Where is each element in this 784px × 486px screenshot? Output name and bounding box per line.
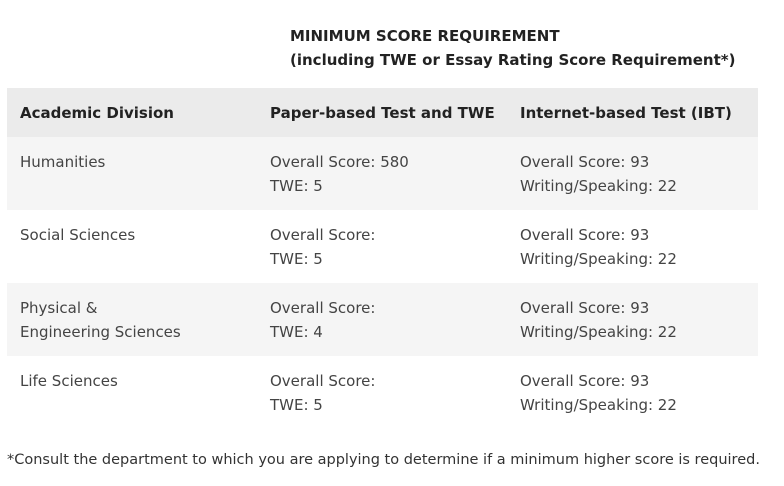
- ibt-overall-score: Overall Score: 93: [520, 372, 650, 390]
- paper-overall-score: Overall Score:: [270, 372, 376, 390]
- division-cell: [7, 210, 257, 283]
- column-header-academic-division: Academic Division: [7, 88, 257, 137]
- table-header-row: [7, 88, 758, 137]
- paper-twe-score: TWE: 5: [270, 396, 323, 414]
- paper-overall-score: Overall Score:: [270, 226, 376, 244]
- table-row: [7, 210, 758, 283]
- ibt-overall-score: Overall Score: 93: [520, 299, 650, 317]
- division-name: Humanities: [20, 153, 106, 171]
- internet-based-cell: [507, 210, 758, 283]
- paper-based-cell: [257, 210, 507, 283]
- score-requirement-heading: [290, 24, 735, 72]
- paper-based-cell: [257, 137, 507, 210]
- ibt-writing-speaking-score: Writing/Speaking: 22: [520, 177, 677, 195]
- division-name: Life Sciences: [20, 372, 118, 390]
- paper-based-cell: [257, 283, 507, 356]
- heading-subtitle: (including TWE or Essay Rating Score Requirement*): [290, 51, 736, 69]
- internet-based-cell: [507, 356, 758, 429]
- column-header-internet-based-test: Internet-based Test (IBT): [507, 88, 758, 137]
- score-requirements-table: [7, 88, 758, 429]
- ibt-writing-speaking-score: Writing/Speaking: 22: [520, 323, 677, 341]
- heading-title: MINIMUM SCORE REQUIREMENT: [290, 27, 560, 45]
- paper-overall-score: Overall Score:: [270, 299, 376, 317]
- table-row: [7, 137, 758, 210]
- paper-overall-score: Overall Score: 580: [270, 153, 409, 171]
- paper-based-cell: [257, 356, 507, 429]
- internet-based-cell: [507, 283, 758, 356]
- paper-twe-score: TWE: 4: [270, 323, 323, 341]
- ibt-writing-speaking-score: Writing/Speaking: 22: [520, 396, 677, 414]
- ibt-writing-speaking-score: Writing/Speaking: 22: [520, 250, 677, 268]
- paper-twe-score: TWE: 5: [270, 177, 323, 195]
- column-header-paper-based-test: Paper-based Test and TWE: [257, 88, 507, 137]
- ibt-overall-score: Overall Score: 93: [520, 153, 650, 171]
- internet-based-cell: [507, 137, 758, 210]
- table-row: [7, 356, 758, 429]
- division-name: Social Sciences: [20, 226, 136, 244]
- table-row: [7, 283, 758, 356]
- division-cell: [7, 283, 257, 356]
- division-cell: [7, 137, 257, 210]
- division-cell: [7, 356, 257, 429]
- paper-twe-score: TWE: 5: [270, 250, 323, 268]
- division-name-line-1: Physical &: [20, 299, 98, 317]
- footnote: *Consult the department to which you are applying to determine if a minimum higher score is required.: [7, 452, 760, 468]
- ibt-overall-score: Overall Score: 93: [520, 226, 650, 244]
- division-name-line-2: Engineering Sciences: [20, 323, 181, 341]
